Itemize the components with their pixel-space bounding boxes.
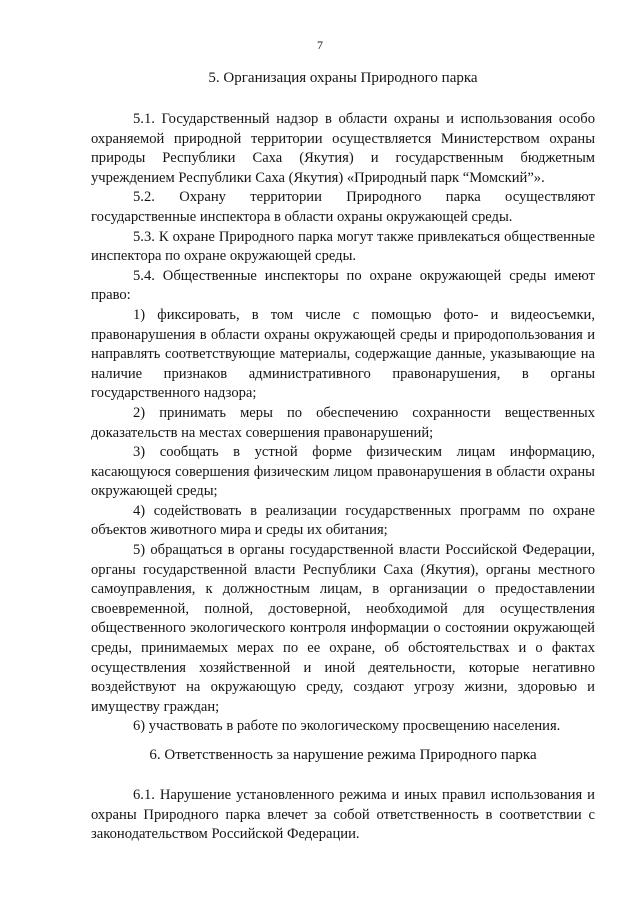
list-item-2: 2) принимать меры по обеспечению сохранности вещественных доказательств на местах совершения правонарушений;	[91, 404, 595, 441]
list-item-1: 1) фиксировать, в том числе с помощью фото- и видеосъемки, правонарушения в области охраны окружающей среды и природопользования и направлять соответствующие материалы, содержащие данные, указывающие на наличие признаков административного правонарушения, в органы государственного надзора;	[91, 306, 595, 402]
paragraph-5-4: 5.4. Общественные инспекторы по охране окружающей среды имеют право:	[91, 267, 595, 304]
paragraph-5-3: 5.3. К охране Природного парка могут также привлекаться общественные инспектора по охране окружающей среды.	[91, 228, 595, 265]
section-6-heading-block	[91, 745, 595, 765]
paragraph-5-2: 5.2. Охрану территории Природного парка осуществляют государственные инспектора в области охраны окружающей среды.	[91, 189, 595, 225]
list-item-6: 6) участвовать в работе по экологическому просвещению населения.	[133, 718, 561, 735]
section-5-heading: 5. Организация охраны Природного парка	[208, 70, 478, 86]
section-5-body	[91, 110, 595, 737]
paragraph-6-1: 6.1. Нарушение установленного режима и иных правил использования и охраны Природного парка влечет за собой ответственность в соответствии с законодательством Российской Федерации.	[91, 787, 595, 843]
list-item-5: 5) обращаться в органы государственной власти Российской Федерации, органы государственной власти Республики Саха (Якутия), органы местного самоуправления, к должностным лицам, в организации о предоставлении своевременной, полной, достоверной, необходимой для осуществления общественного экологического контроля информации о состоянии окружающей среды, принимаемых мерах по ее охране, об обстоятельствах и о фактах осуществления хозяйственной и иной деятельности, которые негативно воздействуют на окружающую среду, создают угрозу жизни, здоровью и имуществу граждан;	[91, 542, 595, 715]
section-6-body	[91, 786, 595, 845]
section-5-heading-block	[91, 68, 595, 88]
list-item-3: 3) сообщать в устной форме физическим лицам информацию, касающуюся совершения физическим лицом правонарушения в области охраны окружающей среды;	[91, 444, 595, 500]
paragraph-5-1: 5.1. Государственный надзор в области охраны и использования особо охраняемой природной территории осуществляется Министерством охраны природы Республики Саха (Якутия) и государственным бюджетным учреждением Республики Саха (Якутия) «Природный парк “Момский”».	[91, 111, 595, 186]
section-6-heading: 6. Ответственность за нарушение режима Природного парка	[149, 747, 537, 763]
list-item-4: 4) содействовать в реализации государственных программ по охране объектов животного мира и среды их обитания;	[91, 502, 595, 539]
page-number: 7	[317, 38, 323, 52]
